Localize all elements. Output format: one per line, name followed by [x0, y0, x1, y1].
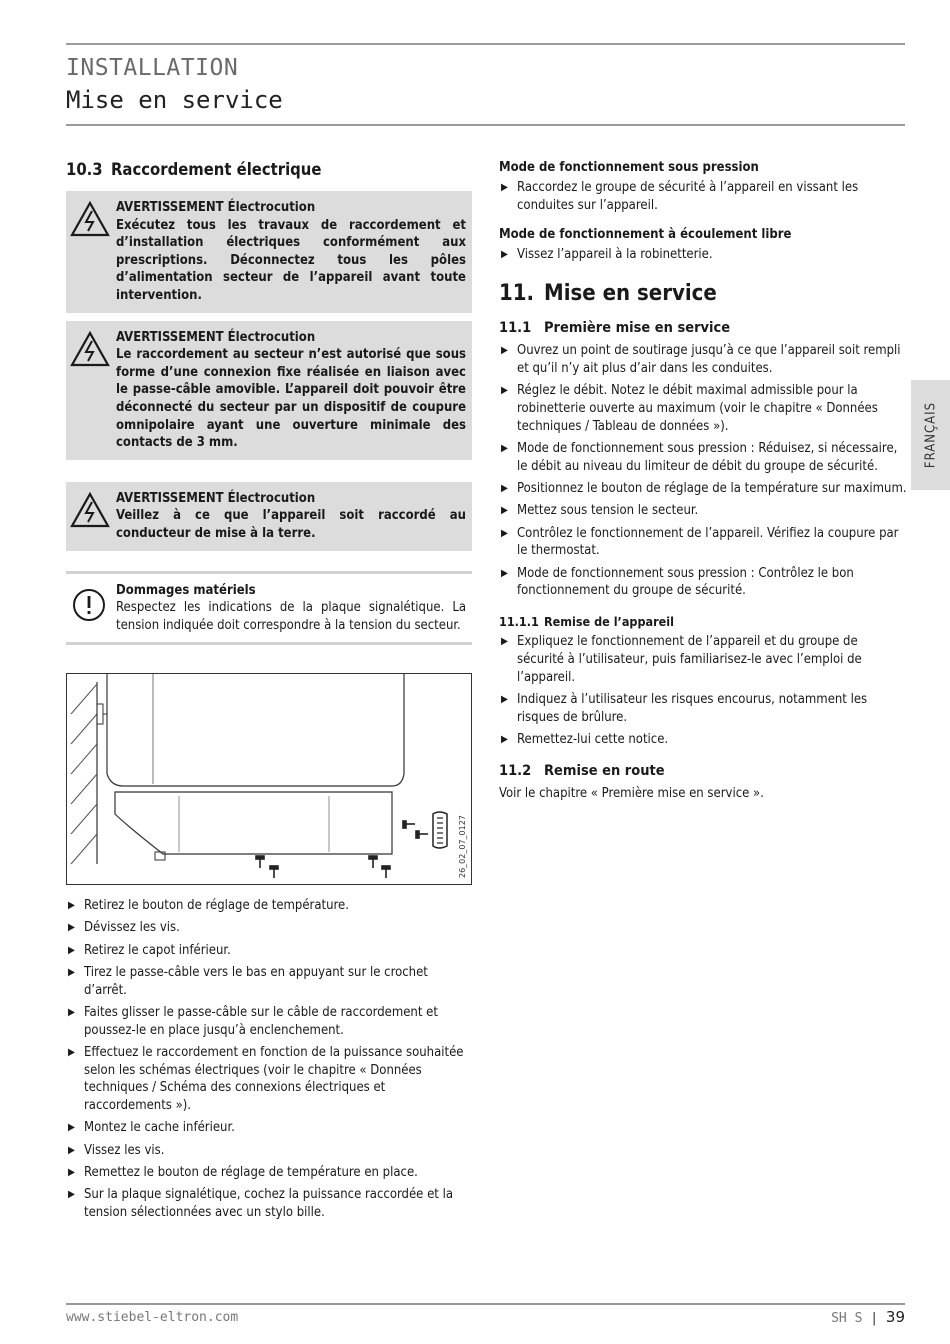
- section-title: Première mise en service: [544, 320, 731, 337]
- figure-drawing: [67, 674, 471, 884]
- list-item: ▶ Mode de fonctionnement sous pression : Contrôlez le bon fonctionnement du groupe de sécurité.: [499, 565, 907, 601]
- installation-figure: [66, 673, 472, 885]
- restart-text: Voir le chapitre « Première mise en service ».: [499, 785, 764, 801]
- warning-title: AVERTISSEMENT Électrocution: [116, 200, 316, 215]
- warning-title: AVERTISSEMENT Électrocution: [116, 329, 316, 345]
- first-start-steps: [499, 342, 907, 600]
- section-heading-10-3: [66, 160, 472, 179]
- list-item: ▶ Contrôlez le fonctionnement de l’appareil. Vérifiez la coupure par le thermostat.: [499, 525, 907, 561]
- free-flow-mode-steps: [499, 246, 907, 264]
- section-title: Remise de l’appareil: [544, 614, 674, 630]
- section-title: Remise en route: [544, 762, 665, 779]
- list-item: ▶ Retirez le bouton de réglage de température.: [66, 897, 472, 915]
- header-title: Mise en service: [66, 86, 283, 114]
- warning-title: AVERTISSEMENT Électrocution: [116, 490, 316, 506]
- warning-body: Le raccordement au secteur n’est autorisé que sous forme d’une connexion fixe réalisée en liaison avec le passe-câble amovible. L’appareil doit pouvoir être déconnecté du secteur par un dispositif de coupure omnipolaire ayant une ouverture minimale des contacts de 3 mm.: [116, 347, 466, 451]
- product-code: SH S: [831, 1311, 863, 1326]
- header-section: INSTALLATION: [66, 55, 239, 81]
- list-item: ▶ Remettez le bouton de réglage de température en place.: [66, 1164, 472, 1182]
- footer-rule: [66, 1303, 905, 1305]
- list-item: ▶ Effectuez le raccordement en fonction de la puissance souhaitée selon les schémas électriques (voir le chapitre « Données techniques / Schéma des connexions électriques et raccordements »).: [66, 1044, 472, 1115]
- list-item: ▶ Faites glisser le passe-câble sur le câble de raccordement et poussez-le en place jusqu’à enclenchement.: [66, 1004, 472, 1040]
- footer-url: www.stiebel-eltron.com: [66, 1310, 239, 1325]
- pressure-mode-title: Mode de fonctionnement sous pression: [499, 160, 759, 175]
- section-heading-11-1-1: [499, 614, 907, 629]
- list-item: ▶ Remettez-lui cette notice.: [499, 731, 907, 749]
- section-title: Raccordement électrique: [111, 160, 322, 179]
- section-number: 11.1: [499, 320, 532, 337]
- list-item: ▶ Retirez le capot inférieur.: [66, 942, 472, 960]
- right-column: [499, 160, 907, 802]
- notice-body: Respectez les indications de la plaque signalétique. La tension indiquée doit correspondre à la tension du secteur.: [116, 600, 466, 633]
- section-number: 11.1.1: [499, 614, 539, 630]
- section-heading-11-2: [499, 763, 907, 779]
- language-tab-label: FRANÇAIS: [923, 401, 938, 469]
- top-rule: [66, 43, 905, 45]
- list-item: ▶ Vissez l’appareil à la robinetterie.: [499, 246, 907, 264]
- list-item: ▶ Raccordez le groupe de sécurité à l’appareil en vissant les conduites sur l’appareil.: [499, 179, 907, 215]
- electric-warning-icon: [70, 492, 110, 528]
- section-number: 11.2: [499, 762, 532, 779]
- pressure-mode-steps: [499, 179, 907, 215]
- notice-title: Dommages matériels: [116, 582, 256, 598]
- warning-body: Exécutez tous les travaux de raccordement et d’installation électriques conformément aux prescriptions. Déconnectez tous les pôles d’alimentation secteur de l’appareil avant toute intervention.: [116, 217, 466, 303]
- list-item: ▶ Sur la plaque signalétique, cochez la puissance raccordée et la tension sélectionnées avec un stylo bille.: [66, 1186, 472, 1222]
- chapter-heading-11: [499, 281, 907, 306]
- page-number: 39: [885, 1308, 905, 1326]
- warning-box: [66, 482, 472, 551]
- warning-box: [66, 321, 472, 460]
- language-tab: [911, 380, 950, 490]
- figure-code: 26_02_07_0127: [458, 815, 467, 879]
- list-item: ▶ Tirez le passe-câble vers le bas en appuyant sur le crochet d’arrêt.: [66, 964, 472, 1000]
- exclamation-icon: [72, 588, 106, 622]
- electric-warning-icon: [70, 331, 110, 367]
- section-number: 10.3: [66, 160, 103, 179]
- left-column: [66, 160, 472, 1226]
- list-item: ▶ Positionnez le bouton de réglage de la température sur maximum.: [499, 480, 907, 498]
- notice-box: [66, 571, 472, 646]
- chapter-title: Mise en service: [544, 281, 717, 307]
- footer-separator: |: [870, 1311, 879, 1326]
- footer-page-info: [830, 1308, 905, 1326]
- list-item: ▶ Dévissez les vis.: [66, 919, 472, 937]
- list-item: ▶ Mode de fonctionnement sous pression : Réduisez, si nécessaire, le débit au niveau du limiteur de débit du groupe de sécurité.: [499, 440, 907, 476]
- section-heading-11-1: [499, 320, 907, 336]
- chapter-number: 11.: [499, 281, 535, 307]
- list-item: ▶ Expliquez le fonctionnement de l’appareil et du groupe de sécurité à l’utilisateur, puis familiarisez-le avec l’emploi de l’appareil.: [499, 633, 907, 686]
- list-item: ▶ Ouvrez un point de soutirage jusqu’à ce que l’appareil soit rempli et qu’il n’y ait plus d’air dans les conduites.: [499, 342, 907, 378]
- handover-steps: [499, 633, 907, 749]
- list-item: ▶ Mettez sous tension le secteur.: [499, 502, 907, 520]
- list-item: ▶ Vissez les vis.: [66, 1142, 472, 1160]
- electric-warning-icon: [70, 201, 110, 237]
- warning-body: Veillez à ce que l’appareil soit raccordé au conducteur de mise à la terre.: [116, 508, 466, 541]
- warning-box: [66, 191, 472, 313]
- list-item: ▶ Indiquez à l’utilisateur les risques encourus, notamment les risques de brûlure.: [499, 691, 907, 727]
- steps-list: [66, 897, 472, 1221]
- header-rule: [66, 124, 905, 126]
- list-item: ▶ Réglez le débit. Notez le débit maximal admissible pour la robinetterie ouverte au maximum (voir le chapitre « Données techniques / Tableau de données »).: [499, 382, 907, 435]
- list-item: ▶ Montez le cache inférieur.: [66, 1119, 472, 1137]
- free-flow-mode-title: Mode de fonctionnement à écoulement libre: [499, 226, 792, 242]
